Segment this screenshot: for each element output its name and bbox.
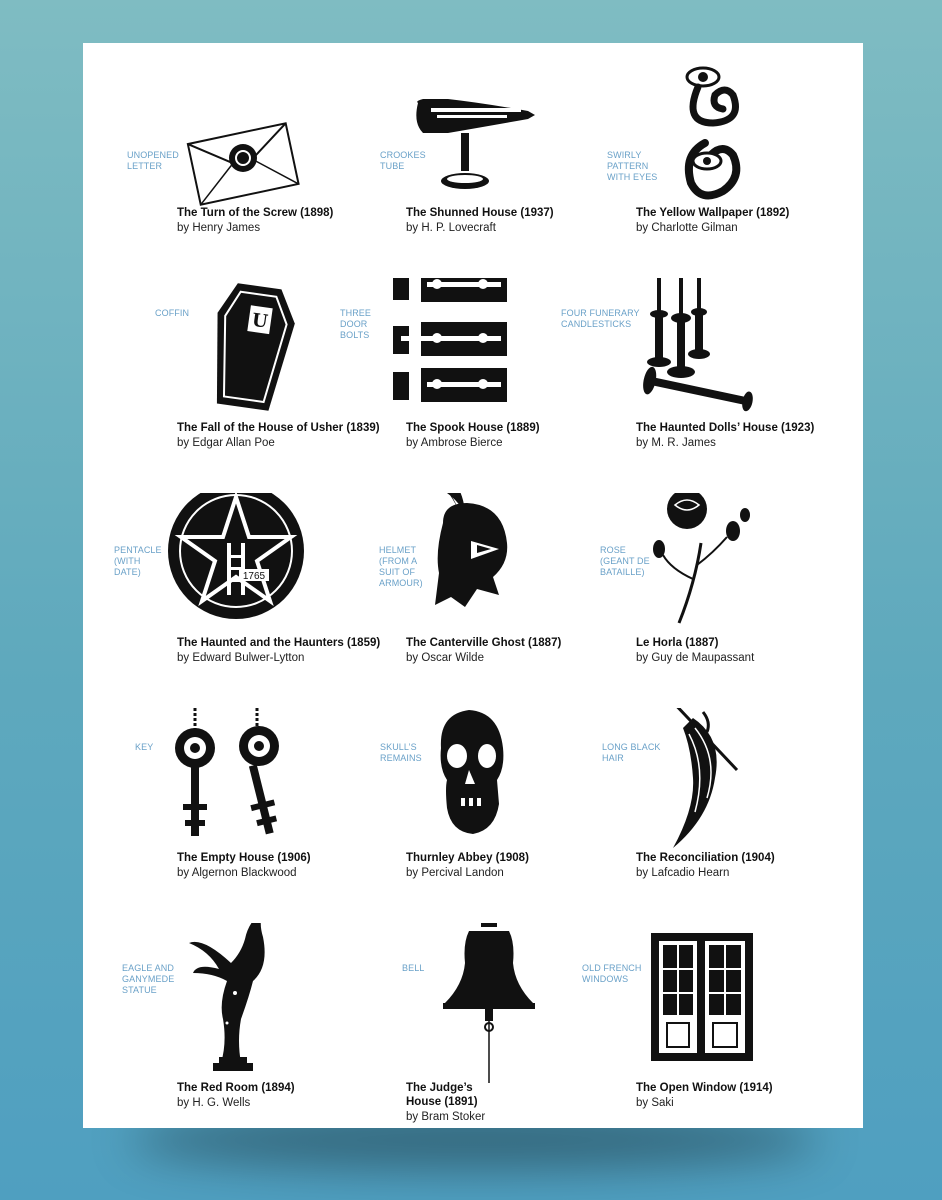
story-tag: CROOKES TUBE [380,150,426,171]
story-tag: SWIRLY PATTERN WITH EYES [607,150,658,182]
story-author: by Guy de Maupassant [636,652,755,664]
eagle-statue-icon [123,923,353,1088]
story-turn-of-the-screw [123,63,353,278]
story-tag: LONG BLACK HAIR [602,742,661,763]
story-tag: BELL [402,963,425,973]
story-title: The Red Room (1894) [177,1082,295,1094]
door-bolt-icon [353,278,583,443]
story-author: by H. G. Wells [177,1097,251,1109]
story-le-horla [583,493,813,708]
coffin-icon [123,278,353,443]
story-title: The Open Window (1914) [636,1082,773,1094]
helmet-icon [353,493,583,658]
story-title: The Judge’s House (1891) [406,1082,478,1108]
story-title: The Spook House (1889) [406,422,540,434]
story-tag: HELMET (FROM A SUIT OF ARMOUR) [379,545,423,588]
pentacle-date: 1765 [242,571,266,582]
story-tag: FOUR FUNERARY CANDLESTICKS [561,308,640,329]
story-author: by Lafcadio Hearn [636,867,730,879]
story-title: The Canterville Ghost (1887) [406,637,562,649]
skull-icon [353,708,583,873]
bell-icon [353,923,583,1088]
story-title: The Shunned House (1937) [406,207,554,219]
story-author: by Oscar Wilde [406,652,484,664]
story-title: The Reconciliation (1904) [636,852,775,864]
story-tag: THREE DOOR BOLTS [340,308,372,340]
story-author: by Percival Landon [406,867,504,879]
story-tag: COFFIN [155,308,190,318]
story-author: by Algernon Blackwood [177,867,297,879]
story-red-room [123,923,353,1138]
story-author: by Saki [636,1097,674,1109]
story-haunted-and-haunters [114,493,381,708]
story-shunned-house [353,63,583,278]
story-title: The Yellow Wallpaper (1892) [636,207,790,219]
story-author: by Bram Stoker [406,1111,486,1123]
candlestick-icon [583,278,813,443]
story-haunted-dolls-house [561,278,815,493]
story-author: by Edward Bulwer-Lytton [177,652,305,664]
story-title: The Empty House (1906) [177,852,311,864]
story-title: The Turn of the Screw (1898) [177,207,334,219]
crookes-tube-icon [353,63,583,228]
hair-icon [583,708,813,873]
rose-icon [583,493,813,658]
envelope-seal-icon [123,63,353,228]
pentacle-icon [123,493,353,658]
story-tag: UNOPENED LETTER [127,150,179,171]
story-author: by Ambrose Bierce [406,437,503,449]
story-title: Le Horla (1887) [636,637,719,649]
svg-text:U: U [250,309,270,333]
story-author: by M. R. James [636,437,716,449]
story-title: The Haunted Dolls’ House (1923) [636,422,815,434]
story-title: The Fall of the House of Usher (1839) [177,422,380,434]
story-author: by Charlotte Gilman [636,222,738,234]
key-icon [123,708,353,873]
story-author: by Henry James [177,222,261,234]
story-tag: ROSE (GEANT DE BATAILLE) [600,545,650,577]
story-judges-house [353,923,583,1138]
story-thurnley-abbey [353,708,583,923]
story-title: Thurnley Abbey (1908) [406,852,529,864]
story-tag: SKULL’S REMAINS [380,742,422,763]
french-window-icon [583,923,813,1088]
story-yellow-wallpaper [583,63,813,278]
story-empty-house [123,708,353,923]
story-tag: EAGLE AND GANYMEDE STATUE [122,963,175,995]
story-reconciliation [583,708,813,923]
story-tag: KEY [135,742,154,752]
story-open-window [583,923,813,1138]
story-spook-house [340,278,583,493]
poster [83,43,863,1128]
story-author: by H. P. Lovecraft [406,222,496,234]
story-author: by Edgar Allan Poe [177,437,275,449]
story-tag: OLD FRENCH WINDOWS [582,963,642,984]
eye-swirl-icon [583,63,813,228]
story-canterville-ghost [353,493,583,708]
story-tag: PENTACLE (WITH DATE) [114,545,162,577]
story-title: The Haunted and the Haunters (1859) [177,637,381,649]
